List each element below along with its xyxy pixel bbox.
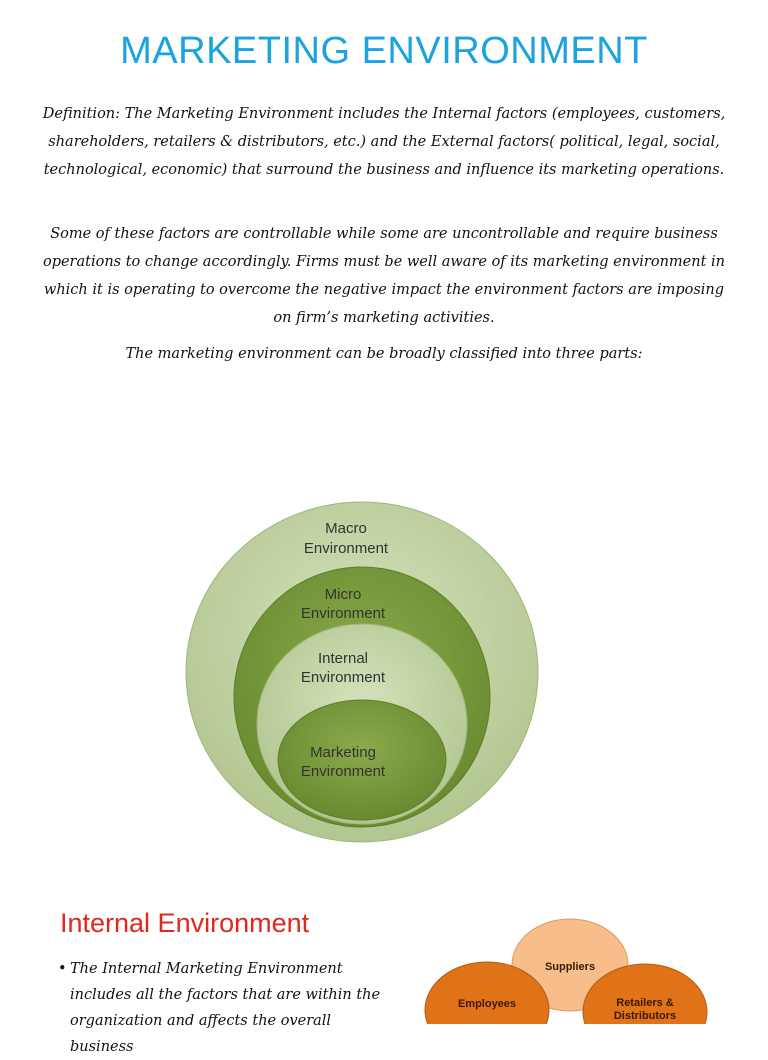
micro-label-1: Micro bbox=[324, 586, 362, 603]
employees-label: Employees bbox=[457, 998, 517, 1010]
micro-label-2: Environment bbox=[300, 605, 386, 622]
macro-label-1: Macro bbox=[325, 520, 367, 537]
classification-paragraph: The marketing environment can be broadly classified into three parts: bbox=[125, 346, 643, 362]
marketing-label-1: Marketing bbox=[310, 744, 376, 761]
suppliers-label: Suppliers bbox=[544, 961, 596, 973]
page-title: MARKETING ENVIRONMENT bbox=[120, 30, 648, 72]
bullet-text: The Internal Marketing Environment includes all the factors that are within the organization and affects the overall business bbox=[70, 961, 381, 1055]
marketing-label-2: Environment bbox=[300, 763, 386, 780]
retailers-label-1: Retailers & bbox=[616, 997, 674, 1009]
internal-environment-heading: Internal Environment bbox=[60, 908, 310, 938]
bullet-icon: • bbox=[58, 961, 67, 977]
definition-paragraph: Definition: The Marketing Environment includes the Internal factors (employees, customers, shareholders, retailers & distributors, etc.) and the External factors( political, legal, social, technological, economic) that surround the business and influence its marketing operations. bbox=[42, 106, 726, 178]
retailers-label-2: Distributors bbox=[613, 1010, 677, 1022]
internal-label-2: Environment bbox=[300, 669, 386, 686]
internal-environment-bullet bbox=[58, 956, 398, 1060]
macro-label-2: Environment bbox=[303, 540, 389, 557]
internal-label-1: Internal bbox=[317, 650, 369, 667]
factors-paragraph: Some of these factors are controllable while some are uncontrollable and require business operations to change accordingly. Firms must be well aware of its marketing environment in which it is operating to overcome the negative impact the environment factors are imposing on firm’s marketing activities. bbox=[42, 226, 726, 326]
